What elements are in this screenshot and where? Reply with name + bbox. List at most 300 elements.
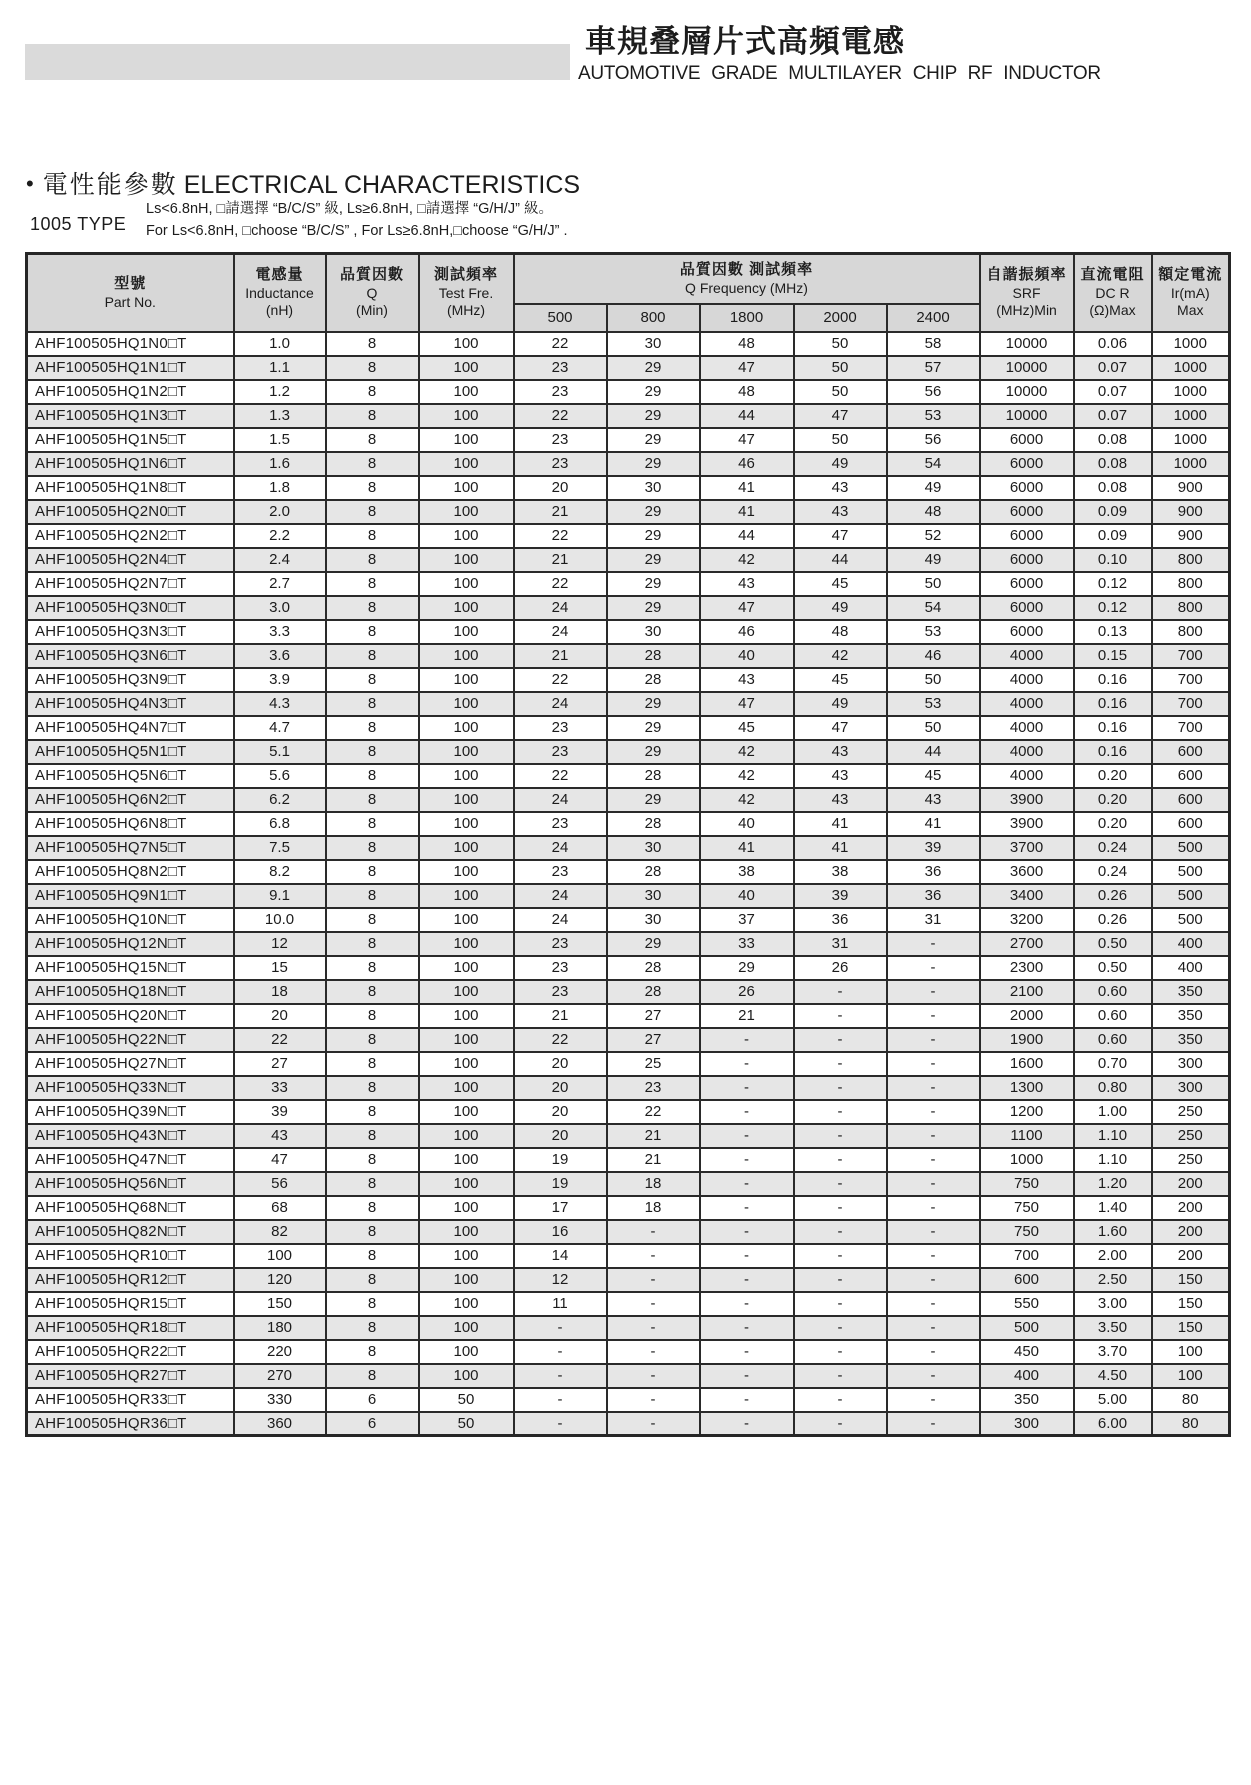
value-cell: 42 bbox=[700, 788, 794, 812]
value-cell: 6000 bbox=[980, 596, 1074, 620]
table-row bbox=[27, 428, 1230, 452]
value-cell: 27 bbox=[234, 1052, 326, 1076]
value-cell: - bbox=[887, 1340, 980, 1364]
value-cell: 33 bbox=[234, 1076, 326, 1100]
table-row bbox=[27, 620, 1230, 644]
value-cell: 800 bbox=[1152, 596, 1230, 620]
table-row bbox=[27, 1292, 1230, 1316]
value-cell: - bbox=[887, 1052, 980, 1076]
value-cell: - bbox=[794, 1316, 887, 1340]
value-cell: 45 bbox=[794, 572, 887, 596]
value-cell: 40 bbox=[700, 812, 794, 836]
value-cell: 100 bbox=[419, 332, 514, 356]
value-cell: 0.16 bbox=[1074, 668, 1152, 692]
value-cell: 2.00 bbox=[1074, 1244, 1152, 1268]
value-cell: - bbox=[700, 1292, 794, 1316]
logo-placeholder-bar bbox=[25, 44, 570, 80]
value-cell: 28 bbox=[607, 764, 700, 788]
value-cell: 1.2 bbox=[234, 380, 326, 404]
value-cell: 24 bbox=[514, 836, 607, 860]
table-row bbox=[27, 1052, 1230, 1076]
value-cell: 40 bbox=[700, 884, 794, 908]
value-cell: 56 bbox=[887, 380, 980, 404]
table-row bbox=[27, 884, 1230, 908]
value-cell: 39 bbox=[234, 1100, 326, 1124]
table-row bbox=[27, 356, 1230, 380]
value-cell: 2.0 bbox=[234, 500, 326, 524]
value-cell: 8 bbox=[326, 1364, 419, 1388]
value-cell: 11 bbox=[514, 1292, 607, 1316]
value-cell: 0.09 bbox=[1074, 524, 1152, 548]
value-cell: 41 bbox=[700, 476, 794, 500]
value-cell: - bbox=[794, 1100, 887, 1124]
col-header-800mhz: 800 bbox=[607, 304, 700, 332]
value-cell: 27 bbox=[607, 1004, 700, 1028]
value-cell: 0.09 bbox=[1074, 500, 1152, 524]
part-no-cell: AHF100505HQ3N0□T bbox=[27, 596, 234, 620]
value-cell: 1.10 bbox=[1074, 1124, 1152, 1148]
value-cell: - bbox=[700, 1052, 794, 1076]
value-cell: 23 bbox=[514, 380, 607, 404]
value-cell: 7.5 bbox=[234, 836, 326, 860]
value-cell: 29 bbox=[607, 500, 700, 524]
value-cell: 52 bbox=[887, 524, 980, 548]
value-cell: 28 bbox=[607, 956, 700, 980]
value-cell: 1.20 bbox=[1074, 1172, 1152, 1196]
value-cell: 700 bbox=[1152, 668, 1230, 692]
table-row bbox=[27, 956, 1230, 980]
value-cell: 100 bbox=[419, 956, 514, 980]
value-cell: 2.2 bbox=[234, 524, 326, 548]
value-cell: 300 bbox=[980, 1412, 1074, 1436]
value-cell: 1000 bbox=[1152, 428, 1230, 452]
value-cell: 0.20 bbox=[1074, 812, 1152, 836]
bullet-icon: • bbox=[26, 171, 34, 196]
value-cell: 28 bbox=[607, 812, 700, 836]
value-cell: 21 bbox=[700, 1004, 794, 1028]
value-cell: 8 bbox=[326, 908, 419, 932]
note-line-2: For Ls<6.8nH, □choose “B/C/S” , For Ls≥6.8nH,□choose “G/H/J” . bbox=[146, 222, 568, 239]
value-cell: 29 bbox=[607, 788, 700, 812]
value-cell: 22 bbox=[514, 332, 607, 356]
value-cell: 150 bbox=[1152, 1268, 1230, 1292]
value-cell: 0.15 bbox=[1074, 644, 1152, 668]
value-cell: 0.07 bbox=[1074, 404, 1152, 428]
value-cell: 300 bbox=[1152, 1076, 1230, 1100]
value-cell: 3.3 bbox=[234, 620, 326, 644]
part-no-cell: AHF100505HQR33□T bbox=[27, 1388, 234, 1412]
value-cell: 22 bbox=[514, 404, 607, 428]
value-cell: 8 bbox=[326, 1172, 419, 1196]
value-cell: 26 bbox=[794, 956, 887, 980]
value-cell: 30 bbox=[607, 884, 700, 908]
value-cell: 100 bbox=[419, 1076, 514, 1100]
table-row bbox=[27, 1004, 1230, 1028]
value-cell: 100 bbox=[419, 500, 514, 524]
value-cell: 800 bbox=[1152, 548, 1230, 572]
value-cell: 53 bbox=[887, 620, 980, 644]
part-no-cell: AHF100505HQR12□T bbox=[27, 1268, 234, 1292]
value-cell: 100 bbox=[419, 860, 514, 884]
value-cell: 8 bbox=[326, 596, 419, 620]
part-no-cell: AHF100505HQ5N6□T bbox=[27, 764, 234, 788]
part-no-cell: AHF100505HQ1N0□T bbox=[27, 332, 234, 356]
value-cell: 50 bbox=[794, 428, 887, 452]
value-cell: - bbox=[794, 1004, 887, 1028]
value-cell: 100 bbox=[419, 1004, 514, 1028]
value-cell: 3.6 bbox=[234, 644, 326, 668]
value-cell: 100 bbox=[419, 620, 514, 644]
value-cell: - bbox=[887, 1268, 980, 1292]
value-cell: - bbox=[887, 980, 980, 1004]
value-cell: 23 bbox=[514, 740, 607, 764]
table-row bbox=[27, 1100, 1230, 1124]
table-row bbox=[27, 1244, 1230, 1268]
value-cell: 6.2 bbox=[234, 788, 326, 812]
table-row bbox=[27, 1220, 1230, 1244]
table-row bbox=[27, 764, 1230, 788]
table-row bbox=[27, 692, 1230, 716]
value-cell: 100 bbox=[419, 428, 514, 452]
value-cell: 100 bbox=[419, 1148, 514, 1172]
value-cell: - bbox=[794, 1076, 887, 1100]
part-no-cell: AHF100505HQ6N8□T bbox=[27, 812, 234, 836]
value-cell: 31 bbox=[887, 908, 980, 932]
value-cell: 100 bbox=[419, 692, 514, 716]
value-cell: 33 bbox=[700, 932, 794, 956]
value-cell: 24 bbox=[514, 908, 607, 932]
value-cell: 56 bbox=[234, 1172, 326, 1196]
table-row bbox=[27, 1196, 1230, 1220]
value-cell: 450 bbox=[980, 1340, 1074, 1364]
value-cell: 20 bbox=[514, 476, 607, 500]
value-cell: 270 bbox=[234, 1364, 326, 1388]
header-label-unit: (MHz)Min bbox=[996, 302, 1057, 319]
value-cell: 29 bbox=[607, 428, 700, 452]
value-cell: 22 bbox=[607, 1100, 700, 1124]
value-cell: - bbox=[794, 980, 887, 1004]
value-cell: 10000 bbox=[980, 380, 1074, 404]
value-cell: 600 bbox=[980, 1268, 1074, 1292]
value-cell: 8 bbox=[326, 332, 419, 356]
value-cell: 30 bbox=[607, 332, 700, 356]
part-no-cell: AHF100505HQ20N□T bbox=[27, 1004, 234, 1028]
table-row bbox=[27, 332, 1230, 356]
header-label-zh: 品質因數 測試頻率 bbox=[679, 260, 814, 278]
value-cell: 30 bbox=[607, 908, 700, 932]
value-cell: 8 bbox=[326, 404, 419, 428]
value-cell: 8 bbox=[326, 836, 419, 860]
value-cell: 1300 bbox=[980, 1076, 1074, 1100]
value-cell: 37 bbox=[700, 908, 794, 932]
part-no-cell: AHF100505HQ5N1□T bbox=[27, 740, 234, 764]
value-cell: 0.08 bbox=[1074, 452, 1152, 476]
table-row bbox=[27, 596, 1230, 620]
value-cell: - bbox=[607, 1340, 700, 1364]
value-cell: 18 bbox=[607, 1196, 700, 1220]
value-cell: 50 bbox=[419, 1412, 514, 1436]
value-cell: 3600 bbox=[980, 860, 1074, 884]
value-cell: 43 bbox=[700, 668, 794, 692]
part-no-cell: AHF100505HQ2N0□T bbox=[27, 500, 234, 524]
value-cell: - bbox=[700, 1172, 794, 1196]
value-cell: 50 bbox=[419, 1388, 514, 1412]
page-title-en: AUTOMOTIVE GRADE MULTILAYER CHIP RF INDUCTOR bbox=[578, 63, 1101, 84]
value-cell: 8 bbox=[326, 1196, 419, 1220]
header-label-zh: 品質因數 bbox=[339, 266, 404, 284]
part-no-cell: AHF100505HQ4N7□T bbox=[27, 716, 234, 740]
value-cell: 22 bbox=[514, 572, 607, 596]
value-cell: 0.20 bbox=[1074, 788, 1152, 812]
value-cell: 46 bbox=[887, 644, 980, 668]
value-cell: 120 bbox=[234, 1268, 326, 1292]
value-cell: 8 bbox=[326, 356, 419, 380]
value-cell: - bbox=[794, 1364, 887, 1388]
value-cell: - bbox=[887, 1196, 980, 1220]
table-row bbox=[27, 668, 1230, 692]
page-title-zh: 車規叠層片式高頻電感 bbox=[585, 24, 905, 59]
value-cell: 100 bbox=[419, 980, 514, 1004]
value-cell: 3.9 bbox=[234, 668, 326, 692]
header-label-unit: (nH) bbox=[265, 302, 294, 319]
value-cell: - bbox=[794, 1340, 887, 1364]
value-cell: 49 bbox=[794, 596, 887, 620]
value-cell: 8 bbox=[326, 500, 419, 524]
note-line-1: Ls<6.8nH, □請選擇 “B/C/S” 級, Ls≥6.8nH, □請選擇 “G/H/J” 級。 bbox=[146, 201, 553, 217]
value-cell: 0.16 bbox=[1074, 740, 1152, 764]
value-cell: 43 bbox=[794, 476, 887, 500]
value-cell: 100 bbox=[419, 1052, 514, 1076]
value-cell: 0.24 bbox=[1074, 836, 1152, 860]
part-no-cell: AHF100505HQR36□T bbox=[27, 1412, 234, 1436]
header-label-en: SRF bbox=[1012, 285, 1041, 302]
value-cell: 42 bbox=[700, 764, 794, 788]
value-cell: 21 bbox=[607, 1148, 700, 1172]
value-cell: 28 bbox=[607, 860, 700, 884]
value-cell: 100 bbox=[419, 1172, 514, 1196]
part-no-cell: AHF100505HQ33N□T bbox=[27, 1076, 234, 1100]
value-cell: 4000 bbox=[980, 716, 1074, 740]
value-cell: 100 bbox=[419, 1196, 514, 1220]
value-cell: 2000 bbox=[980, 1004, 1074, 1028]
value-cell: 6000 bbox=[980, 452, 1074, 476]
value-cell: 24 bbox=[514, 692, 607, 716]
value-cell: 43 bbox=[887, 788, 980, 812]
value-cell: 0.12 bbox=[1074, 596, 1152, 620]
value-cell: 2.7 bbox=[234, 572, 326, 596]
value-cell: - bbox=[887, 1076, 980, 1100]
value-cell: 8 bbox=[326, 1124, 419, 1148]
value-cell: 8 bbox=[326, 1292, 419, 1316]
value-cell: 1000 bbox=[980, 1148, 1074, 1172]
value-cell: 8 bbox=[326, 1244, 419, 1268]
value-cell: 40 bbox=[700, 644, 794, 668]
value-cell: 200 bbox=[1152, 1196, 1230, 1220]
table-row bbox=[27, 524, 1230, 548]
value-cell: 19 bbox=[514, 1172, 607, 1196]
value-cell: 4000 bbox=[980, 764, 1074, 788]
part-no-cell: AHF100505HQ43N□T bbox=[27, 1124, 234, 1148]
value-cell: - bbox=[700, 1340, 794, 1364]
value-cell: 6.00 bbox=[1074, 1412, 1152, 1436]
value-cell: - bbox=[887, 1004, 980, 1028]
value-cell: 12 bbox=[234, 932, 326, 956]
value-cell: - bbox=[887, 1100, 980, 1124]
value-cell: 31 bbox=[794, 932, 887, 956]
value-cell: 23 bbox=[514, 932, 607, 956]
value-cell: 100 bbox=[419, 908, 514, 932]
part-no-cell: AHF100505HQR15□T bbox=[27, 1292, 234, 1316]
table-row bbox=[27, 1124, 1230, 1148]
value-cell: 42 bbox=[700, 740, 794, 764]
value-cell: 41 bbox=[887, 812, 980, 836]
col-header-dcr bbox=[1074, 254, 1152, 332]
value-cell: 46 bbox=[700, 452, 794, 476]
value-cell: - bbox=[700, 1412, 794, 1436]
value-cell: 47 bbox=[794, 524, 887, 548]
value-cell: - bbox=[607, 1292, 700, 1316]
value-cell: 5.1 bbox=[234, 740, 326, 764]
value-cell: 500 bbox=[1152, 908, 1230, 932]
value-cell: 9.1 bbox=[234, 884, 326, 908]
value-cell: - bbox=[607, 1268, 700, 1292]
value-cell: 0.26 bbox=[1074, 884, 1152, 908]
part-no-cell: AHF100505HQ3N9□T bbox=[27, 668, 234, 692]
value-cell: 47 bbox=[234, 1148, 326, 1172]
part-no-cell: AHF100505HQ10N□T bbox=[27, 908, 234, 932]
value-cell: 47 bbox=[700, 356, 794, 380]
value-cell: 1.1 bbox=[234, 356, 326, 380]
value-cell: 43 bbox=[794, 740, 887, 764]
value-cell: 20 bbox=[514, 1124, 607, 1148]
value-cell: 47 bbox=[700, 428, 794, 452]
value-cell: 29 bbox=[607, 524, 700, 548]
value-cell: 8 bbox=[326, 860, 419, 884]
value-cell: 2100 bbox=[980, 980, 1074, 1004]
value-cell: 80 bbox=[1152, 1412, 1230, 1436]
value-cell: - bbox=[887, 1388, 980, 1412]
value-cell: 2.50 bbox=[1074, 1268, 1152, 1292]
value-cell: - bbox=[794, 1052, 887, 1076]
value-cell: 4000 bbox=[980, 668, 1074, 692]
value-cell: 1.60 bbox=[1074, 1220, 1152, 1244]
value-cell: 600 bbox=[1152, 740, 1230, 764]
value-cell: - bbox=[514, 1316, 607, 1340]
value-cell: 45 bbox=[887, 764, 980, 788]
value-cell: 23 bbox=[514, 452, 607, 476]
table-header bbox=[27, 254, 1230, 332]
value-cell: 46 bbox=[700, 620, 794, 644]
value-cell: 8 bbox=[326, 764, 419, 788]
value-cell: 8 bbox=[326, 1004, 419, 1028]
value-cell: 30 bbox=[607, 476, 700, 500]
value-cell: 6 bbox=[326, 1388, 419, 1412]
value-cell: 100 bbox=[419, 404, 514, 428]
value-cell: - bbox=[887, 1364, 980, 1388]
value-cell: 29 bbox=[607, 572, 700, 596]
value-cell: 49 bbox=[887, 548, 980, 572]
value-cell: - bbox=[794, 1292, 887, 1316]
value-cell: 3700 bbox=[980, 836, 1074, 860]
value-cell: 250 bbox=[1152, 1148, 1230, 1172]
value-cell: 21 bbox=[514, 644, 607, 668]
value-cell: 1000 bbox=[1152, 404, 1230, 428]
value-cell: 100 bbox=[419, 668, 514, 692]
value-cell: 100 bbox=[419, 1340, 514, 1364]
part-no-cell: AHF100505HQ2N7□T bbox=[27, 572, 234, 596]
value-cell: 900 bbox=[1152, 524, 1230, 548]
col-header-2400mhz: 2400 bbox=[887, 304, 980, 332]
value-cell: 38 bbox=[700, 860, 794, 884]
value-cell: 1000 bbox=[1152, 332, 1230, 356]
part-no-cell: AHF100505HQ4N3□T bbox=[27, 692, 234, 716]
value-cell: 0.26 bbox=[1074, 908, 1152, 932]
value-cell: - bbox=[887, 956, 980, 980]
value-cell: 21 bbox=[514, 548, 607, 572]
col-header-srf bbox=[980, 254, 1074, 332]
value-cell: 4.7 bbox=[234, 716, 326, 740]
table-row bbox=[27, 788, 1230, 812]
value-cell: - bbox=[794, 1388, 887, 1412]
value-cell: 58 bbox=[887, 332, 980, 356]
header-label-zh: 型號 bbox=[114, 274, 147, 292]
value-cell: 80 bbox=[1152, 1388, 1230, 1412]
value-cell: 3.0 bbox=[234, 596, 326, 620]
value-cell: 100 bbox=[419, 788, 514, 812]
value-cell: 8 bbox=[326, 716, 419, 740]
value-cell: 53 bbox=[887, 404, 980, 428]
value-cell: 22 bbox=[514, 764, 607, 788]
value-cell: 12 bbox=[514, 1268, 607, 1292]
header-row-main bbox=[27, 254, 1230, 304]
value-cell: 8 bbox=[326, 668, 419, 692]
value-cell: 44 bbox=[794, 548, 887, 572]
type-label: 1005 TYPE bbox=[30, 214, 127, 234]
col-header-500mhz: 500 bbox=[514, 304, 607, 332]
value-cell: 24 bbox=[514, 884, 607, 908]
value-cell: 24 bbox=[514, 620, 607, 644]
part-no-cell: AHF100505HQ18N□T bbox=[27, 980, 234, 1004]
value-cell: 6000 bbox=[980, 572, 1074, 596]
value-cell: 8 bbox=[326, 380, 419, 404]
value-cell: 53 bbox=[887, 692, 980, 716]
value-cell: 8 bbox=[326, 1316, 419, 1340]
value-cell: 50 bbox=[794, 356, 887, 380]
value-cell: 47 bbox=[700, 692, 794, 716]
table-row bbox=[27, 1268, 1230, 1292]
header-label-en: Part No. bbox=[104, 293, 156, 310]
header-label-en: Ir(mA) bbox=[1170, 285, 1210, 302]
table-row bbox=[27, 908, 1230, 932]
value-cell: - bbox=[887, 1316, 980, 1340]
value-cell: 28 bbox=[607, 668, 700, 692]
value-cell: 100 bbox=[419, 1124, 514, 1148]
value-cell: 700 bbox=[1152, 716, 1230, 740]
value-cell: 330 bbox=[234, 1388, 326, 1412]
value-cell: 100 bbox=[419, 1268, 514, 1292]
header-label-en: DC R bbox=[1095, 285, 1130, 302]
electrical-characteristics-table-wrap bbox=[25, 252, 1231, 1437]
value-cell: - bbox=[700, 1196, 794, 1220]
value-cell: 10.0 bbox=[234, 908, 326, 932]
value-cell: 500 bbox=[1152, 884, 1230, 908]
value-cell: 36 bbox=[887, 884, 980, 908]
value-cell: 20 bbox=[514, 1100, 607, 1124]
value-cell: 4000 bbox=[980, 644, 1074, 668]
value-cell: 0.13 bbox=[1074, 620, 1152, 644]
value-cell: - bbox=[887, 1292, 980, 1316]
value-cell: 500 bbox=[1152, 860, 1230, 884]
